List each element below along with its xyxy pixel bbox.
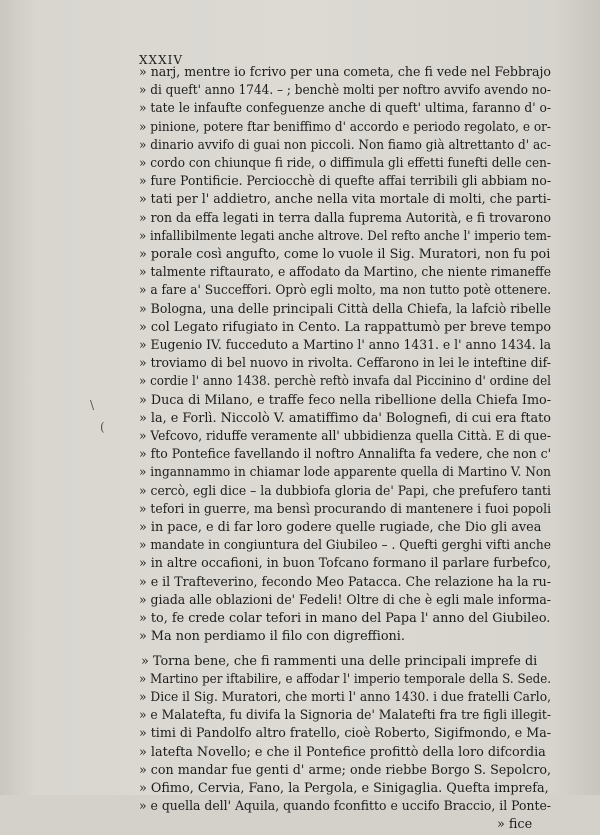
text-line: » Duca di Milano, e traffe feco nella ribellione della Chiefa Imo- (139, 392, 552, 408)
text-line: » fto Pontefice favellando il noftro Annalifta fa vedere, che non c' (139, 447, 552, 463)
text-line: » giada alle oblazioni de' Fedeli! Oltre di che è egli male informa- (139, 592, 552, 608)
text-line: » pinione, potere ftar beniffimo d' accordo e periodo regolato, e or- (139, 119, 551, 135)
text-line: » di queft' anno 1744. – ; benchè molti per noftro avvifo avendo no- (139, 83, 552, 99)
margin-mark: \ (90, 398, 95, 412)
text-line: » Martino per iftabilire, e affodar l' imperio temporale della S. Sede. (139, 671, 552, 687)
text-line: » to, fe crede colar tefori in mano del Papa l' anno del Giubileo. (139, 611, 551, 627)
text-line: » cordie l' anno 1438. perchè reftò invafa dal Piccinino d' ordine del (139, 374, 552, 390)
text-line: » tate le infaufte confeguenze anche di queft' ultima, faranno d' o- (139, 101, 551, 117)
text-line: » Torna bene, che fi rammenti una delle principali imprefe di (141, 653, 538, 669)
text-line: » latefta Novello; e che il Pontefice profittò della loro difcordia (139, 744, 546, 760)
text-line: » e quella dell' Aquila, quando fconfitto e uccifo Braccio, il Ponte- (139, 799, 552, 815)
text-line: » a fare a' Succeffori. Oprò egli molto, ma non tutto potè ottenere. (139, 283, 551, 299)
text-line: » Ma non perdiamo il filo con digreffioni. (139, 629, 405, 645)
text-line: » col Legato rifugiato in Cento. La rappattumò per breve tempo (139, 319, 551, 335)
text-line: » dinario avvifo di guai non piccoli. Non fiamo già altrettanto d' ac- (139, 137, 552, 153)
text-line: » cordo con chiunque fi ride, o diffimula gli effetti funefti delle cen- (139, 156, 551, 172)
text-line: » Bologna, una delle principali Città della Chiefa, la lafciò ribelle (139, 301, 552, 317)
paragraph-1 (139, 64, 552, 647)
margin-mark: ( (100, 420, 105, 434)
text-line: » Dice il Sig. Muratori, che morti l' anno 1430. i due fratelli Carlo, (139, 689, 551, 705)
text-line: » tati per l' addietro, anche nella vita mortale di molti, che parti- (139, 192, 552, 208)
text-line: » tefori in guerre, ma bensì procurando di mantenere i fuoi popoli (139, 501, 552, 517)
text-line: » ron da effa legati in terra dalla fuprema Autorità, e fi trovarono (139, 210, 551, 226)
text-line: » talmente riftaurato, e affodato da Martino, che niente rimaneffe (139, 265, 552, 281)
text-line: » troviamo di bel nuovo in rivolta. Ceffarono in lei le inteftine dif- (139, 356, 551, 372)
text-line: » e il Trafteverino, fecondo Meo Patacca. Che relazione ha la ru- (139, 574, 552, 590)
page-number: XXXIV (139, 53, 184, 67)
text-line: » mandate in congiuntura del Giubileo – . Quefti gerghi vifti anche (139, 538, 551, 554)
text-line: » cercò, egli dice – la dubbiofa gloria de' Papi, che prefufero tanti (139, 483, 551, 499)
text-line: » in altre occafioni, in buon Tofcano formano il parlare furbefco, (139, 556, 551, 572)
text-line: » con mandar fue genti d' arme; onde riebbe Borgo S. Sepolcro, (139, 762, 552, 778)
text-line: » Vefcovo, riduffe veramente all' ubbidienza quella Città. E di que- (139, 429, 551, 445)
paragraph-2 (139, 653, 552, 817)
catchword: » fice (497, 817, 533, 833)
text-line: » porale così angufto, come lo vuole il Sig. Muratori, non fu poi (139, 247, 551, 263)
text-line: » fure Pontificie. Perciocchè di quefte affai terribili gli abbiam no- (139, 174, 552, 190)
text-line: » infallibilmente legati anche altrove. Del refto anche l' imperio tem- (139, 228, 551, 244)
body-text (139, 64, 552, 835)
text-line: » in pace, e di far loro godere quelle rugiade, che Dio gli avea (139, 520, 542, 536)
text-line: » Eugenio IV. fucceduto a Martino l' anno 1431. e l' anno 1434. la (139, 338, 551, 354)
text-line: » narj, mentre io fcrivo per una cometa, che fi vede nel Febbrajo (139, 65, 552, 80)
text-line: » e Malatefta, fu divifa la Signoria de' Malatefti fra tre figli illegit- (139, 708, 552, 724)
text-line: » la, e Forlì. Niccolò V. amatiffimo da' Bolognefi, di cui era ftato (139, 410, 551, 426)
text-line: » ingannammo in chiamar lode apparente quella di Martino V. Non (139, 465, 551, 481)
text-line: » Ofimo, Cervia, Fano, la Pergola, e Sinigaglia. Quefta imprefa, (139, 780, 549, 796)
text-line: » timi di Pandolfo altro fratello, cioè Roberto, Sigifmondo, e Ma- (139, 726, 551, 742)
